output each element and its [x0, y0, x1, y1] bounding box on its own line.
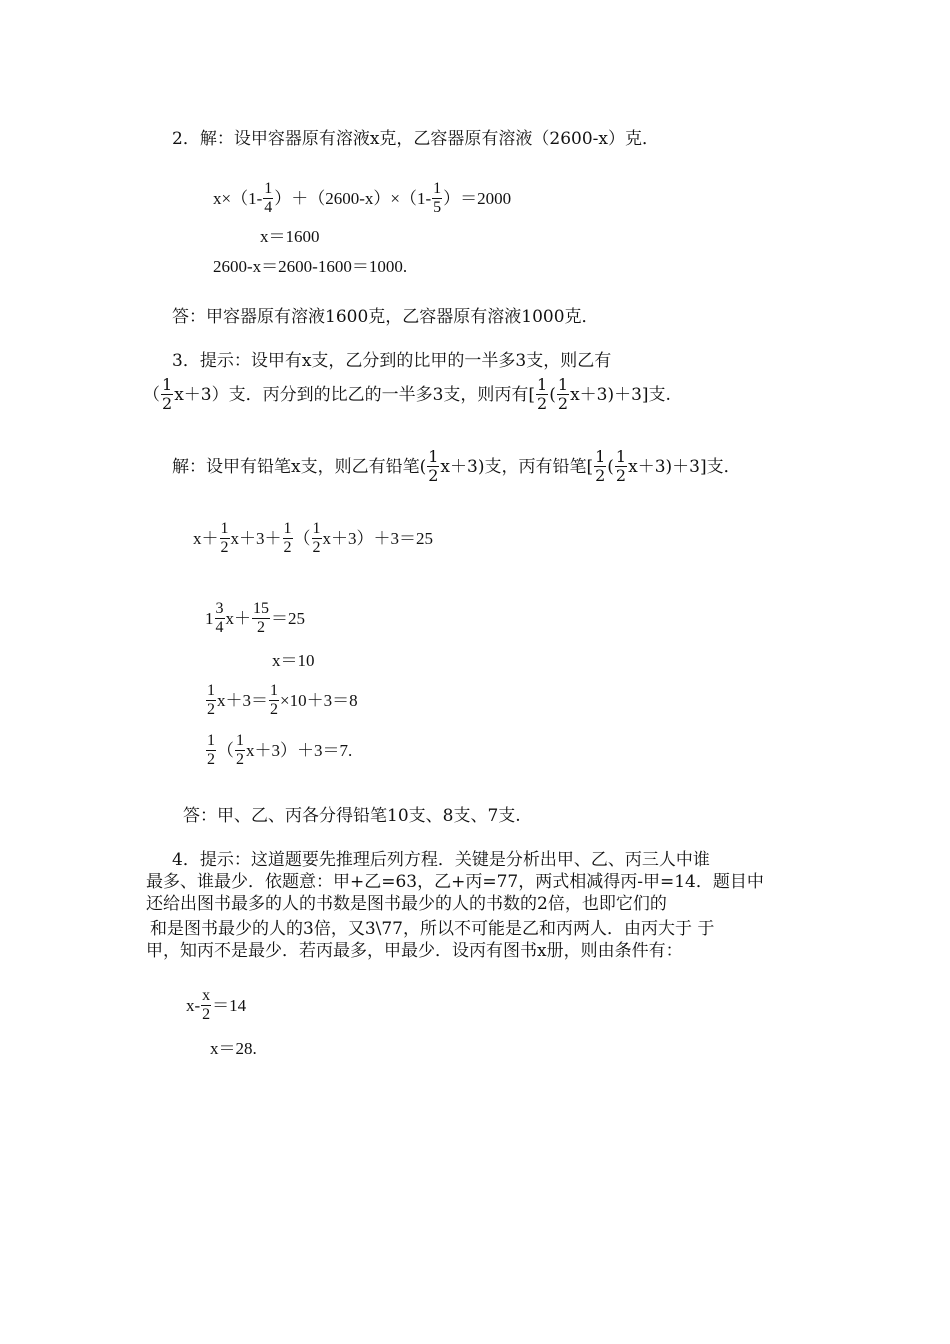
numerator: x	[202, 987, 211, 1004]
denominator: 4	[264, 199, 273, 216]
q4-eq1-fraction	[201, 987, 211, 1024]
q3-solution-setup	[172, 448, 741, 485]
q3-eq4-part-b: ×10＋3＝8	[280, 690, 358, 710]
denominator: 2	[557, 394, 569, 413]
q3-hint2-part-a: （	[143, 384, 160, 405]
q4-line-3: 还给出图书最多的人的书数是图书最少的人的书数的2倍，也即它们的	[146, 894, 667, 914]
q3-eq4-part-a: x＋3＝	[217, 690, 268, 710]
q3-equation-4	[205, 682, 358, 719]
half-fraction	[557, 376, 569, 413]
half-fraction	[206, 732, 216, 769]
half-fraction	[161, 376, 173, 413]
q3-eq5-part-b: x＋3）＋3＝7.	[246, 740, 353, 760]
q4-eq1-part-a: x-	[186, 995, 201, 1015]
q3-eq2-whole: 1	[205, 608, 214, 628]
q3-answer: 答：甲、乙、丙各分得铅笔10支、8支、7支.	[183, 806, 521, 826]
q3-equation-3: x＝10	[272, 651, 315, 670]
q3-eq2-part-a: x＋	[225, 608, 251, 628]
q2-eq1-part-b: ）＋（2600-x）×（1-	[274, 188, 432, 208]
numerator: 1	[615, 447, 627, 466]
q3-eq1-part-b: x＋3＋	[230, 528, 282, 548]
q4-line-4: 和是图书最少的人的3倍，又3\77，所以不可能是乙和丙两人．由丙大于 于	[150, 919, 715, 939]
q3-eq5-part-a: （	[217, 740, 234, 760]
q3-sol-part-a: 解：设甲有铅笔x支，则乙有铅笔(	[172, 456, 427, 477]
denominator: 2	[428, 466, 439, 485]
denominator: 2	[257, 619, 265, 636]
numerator: 1	[220, 520, 229, 537]
half-fraction	[594, 448, 606, 485]
numerator: 1	[283, 520, 292, 537]
q2-answer: 答：甲容器原有溶液1600克，乙容器原有溶液1000克．	[172, 307, 599, 327]
denominator: 2	[207, 701, 215, 718]
q3-sol-part-b: x＋3)支，丙有铅笔[	[440, 456, 594, 477]
q3-sol-part-c: (	[607, 456, 614, 477]
q3-eq2-part-b: ＝25	[271, 608, 305, 628]
numerator: 1	[264, 180, 273, 197]
q3-hint-line-1: 3．提示：设甲有x支，乙分到的比甲的一半多3支，则乙有	[172, 351, 612, 371]
half-fraction	[235, 732, 245, 769]
denominator: 2	[162, 394, 173, 413]
q3-equation-2	[205, 600, 305, 637]
numerator: 1	[557, 375, 569, 394]
q3-equation-5	[205, 732, 352, 769]
q3-hint2-part-b: x＋3）支．丙分到的比乙的一半多3支，则丙有[	[174, 384, 536, 405]
numerator: 1	[537, 375, 548, 394]
q2-equation-2: x＝1600	[260, 227, 320, 246]
half-fraction	[615, 448, 627, 485]
denominator: 2	[207, 751, 215, 768]
q4-equation-2: x＝28.	[210, 1039, 257, 1058]
q3-sol-part-d: x＋3)＋3]支．	[628, 456, 741, 477]
q4-line-1: 4．提示：这道题要先推理后列方程．关键是分析出甲、乙、丙三人中谁	[172, 850, 710, 870]
q2-equation-1	[213, 180, 511, 217]
numerator: 3	[215, 600, 224, 617]
q3-equation-1	[193, 520, 433, 557]
denominator: 4	[215, 619, 224, 636]
q3-eq1-part-c: （	[293, 528, 311, 548]
denominator: 2	[270, 701, 278, 718]
q2-equation-3: 2600-x＝2600-1600＝1000.	[213, 257, 408, 276]
q3-eq1-part-a: x＋	[193, 528, 219, 548]
denominator: 2	[202, 1006, 211, 1023]
numerator: 1	[236, 732, 244, 749]
q4-eq1-part-b: ＝14	[212, 995, 247, 1015]
denominator: 2	[312, 539, 321, 556]
numerator: 1	[207, 732, 215, 749]
numerator: 1	[312, 520, 321, 537]
q3-eq2-fraction-1	[215, 600, 225, 637]
numerator: 1	[595, 447, 606, 466]
q3-hint2-part-d: x＋3)＋3]支.	[570, 384, 671, 405]
denominator: 2	[220, 539, 229, 556]
q2-eq1-fraction-2	[432, 180, 442, 217]
numerator: 1	[428, 447, 439, 466]
q4-equation-1	[186, 987, 246, 1024]
numerator: 1	[162, 375, 173, 394]
half-fraction	[427, 448, 439, 485]
half-fraction	[269, 682, 279, 719]
q4-line-2: 最多、谁最少．依题意：甲+乙=63，乙+丙=77，两式相减得丙-甲=14．题目中	[146, 872, 764, 892]
numerator: 15	[253, 600, 269, 617]
numerator: 1	[433, 180, 442, 197]
q3-eq1-part-d: x＋3）＋3＝25	[322, 528, 433, 548]
q2-eq1-part-a: x×（1-	[213, 188, 263, 208]
q3-hint-line-2	[143, 376, 671, 413]
denominator: 2	[537, 394, 548, 413]
half-fraction	[283, 520, 293, 557]
half-fraction	[312, 520, 322, 557]
q2-eq1-part-c: ）＝2000	[443, 188, 512, 208]
q3-eq2-fraction-2	[252, 600, 270, 637]
denominator: 2	[595, 466, 606, 485]
denominator: 5	[433, 199, 442, 216]
denominator: 2	[615, 466, 627, 485]
q3-hint2-part-c: (	[549, 384, 556, 405]
half-fraction	[206, 682, 216, 719]
numerator: 1	[207, 682, 215, 699]
half-fraction	[536, 376, 548, 413]
denominator: 2	[283, 539, 292, 556]
q2-eq1-fraction-1	[263, 180, 273, 217]
numerator: 1	[270, 682, 278, 699]
q2-intro: 2．解：设甲容器原有溶液x克，乙容器原有溶液（2600-x）克．	[172, 129, 659, 149]
q4-line-5: 甲，知丙不是最少．若丙最多，甲最少．设丙有图书x册，则由条件有：	[146, 941, 683, 961]
half-fraction	[220, 520, 230, 557]
denominator: 2	[236, 751, 244, 768]
